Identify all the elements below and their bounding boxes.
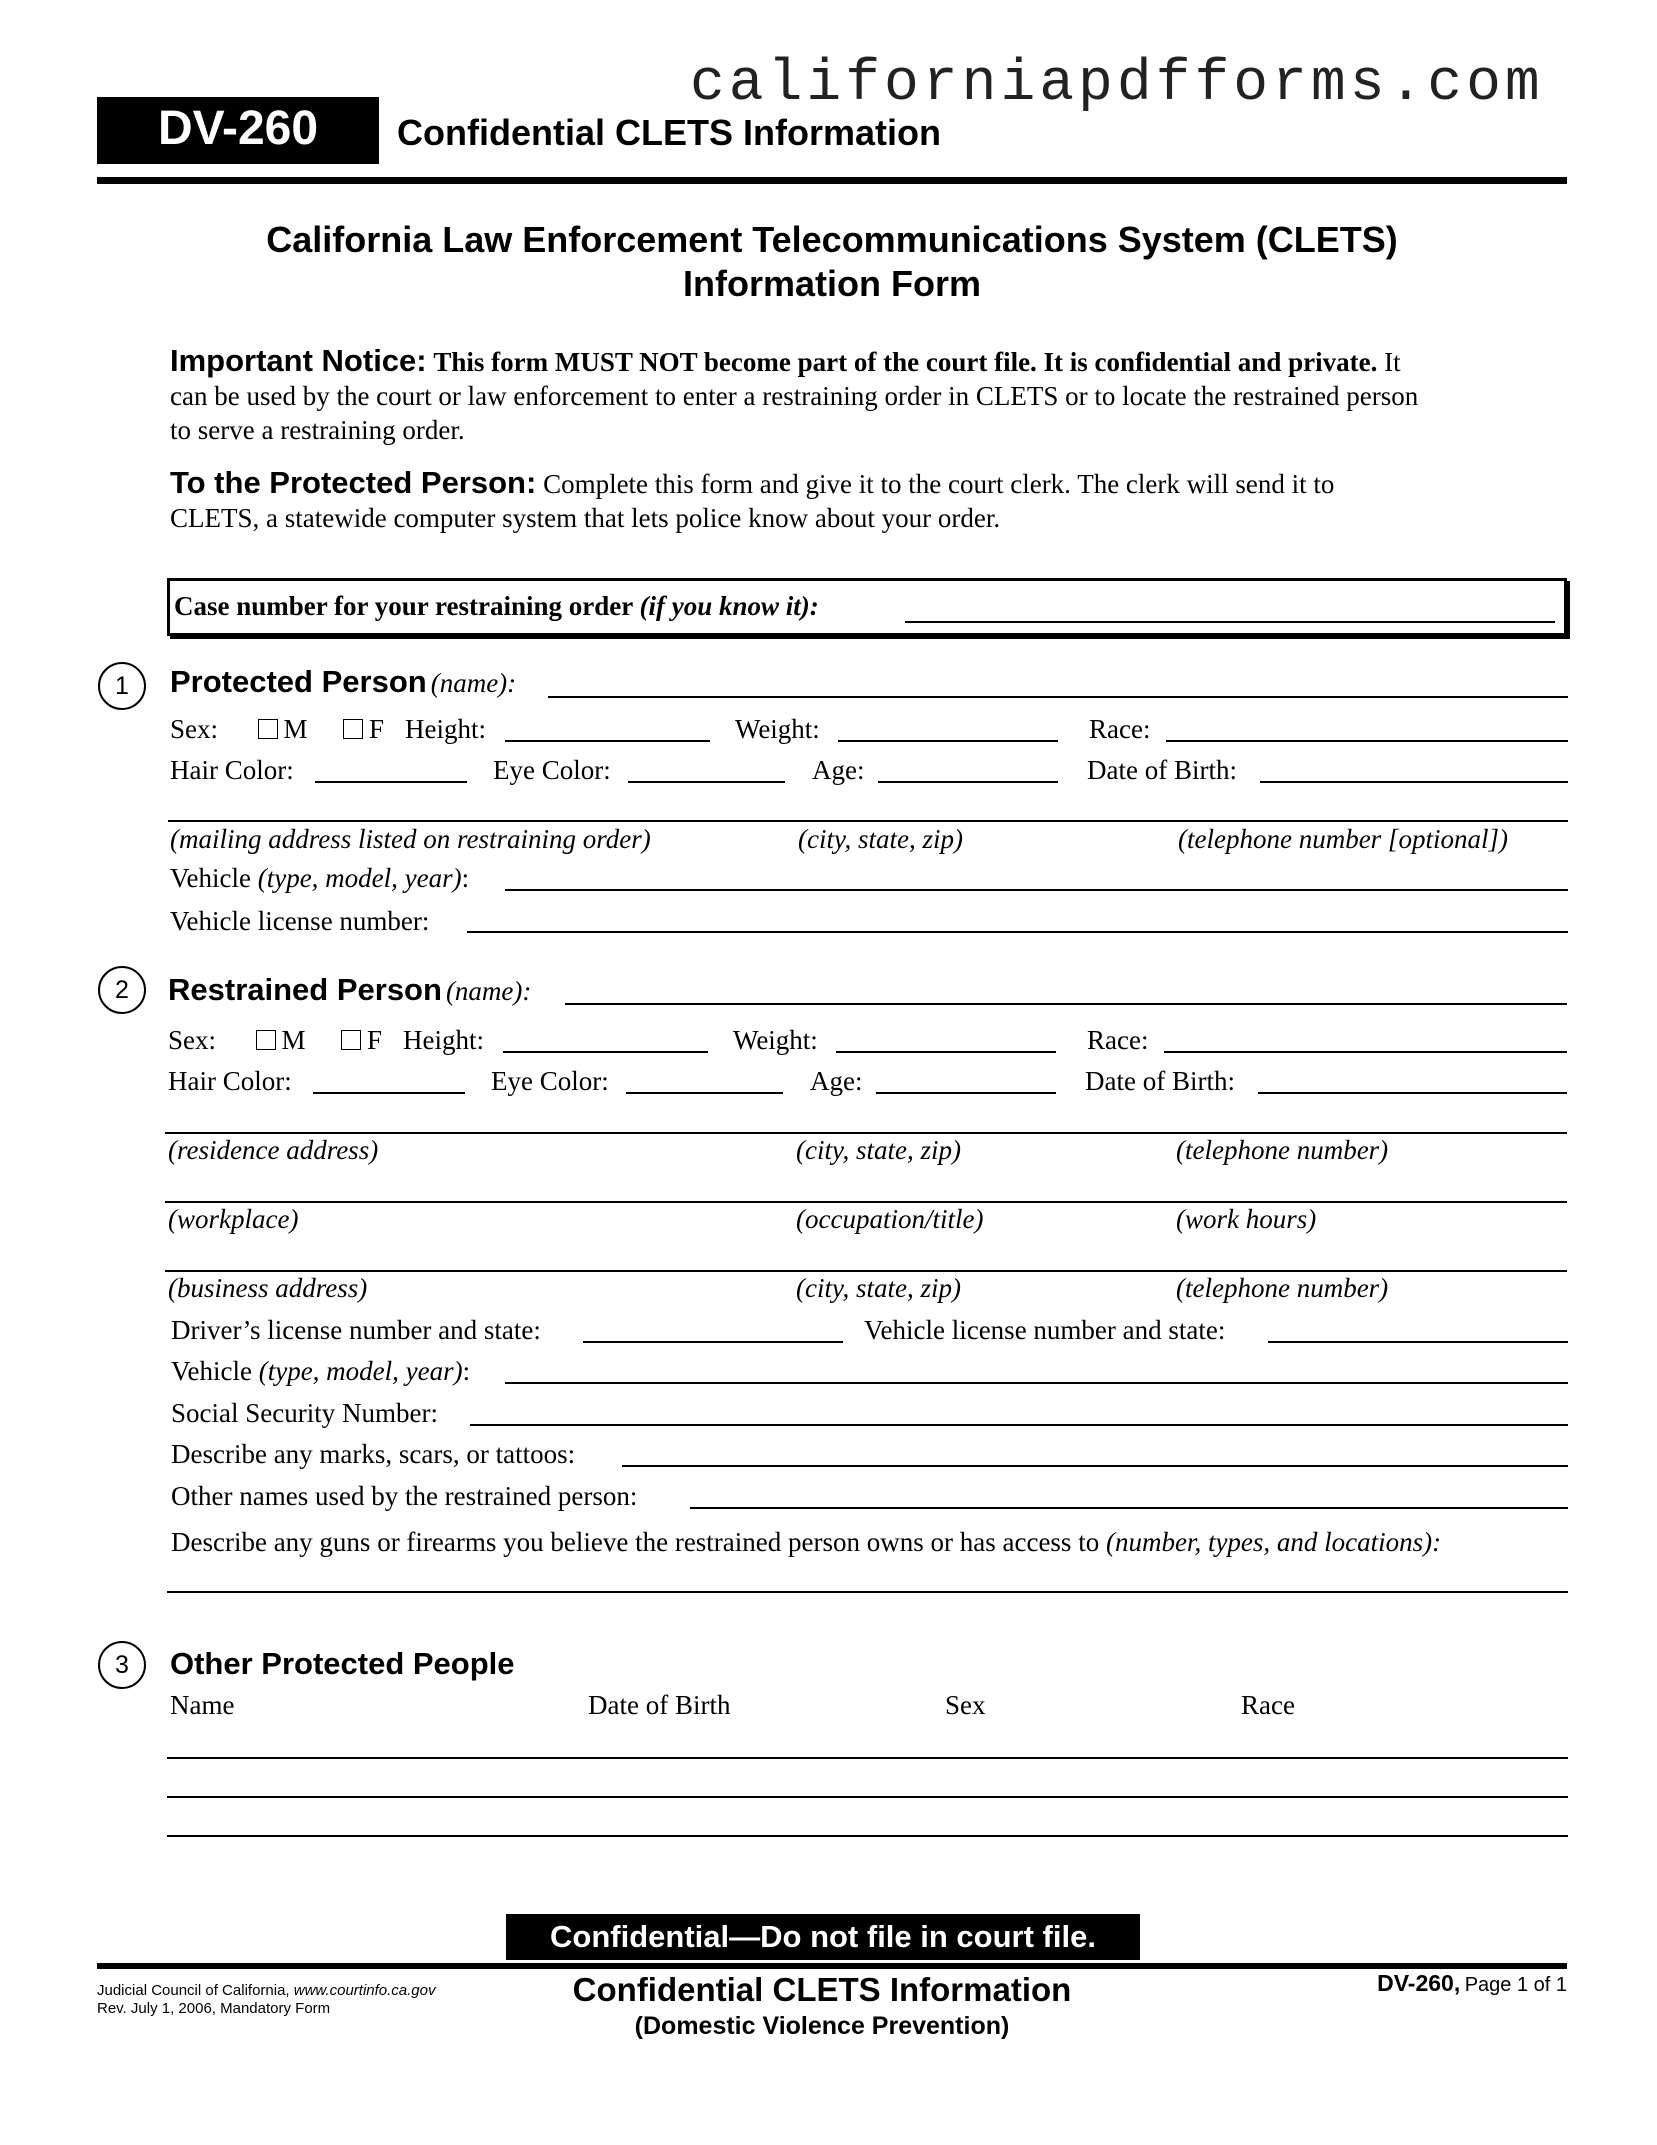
r-marks-label: Describe any marks, scars, or tattoos:	[171, 1439, 576, 1469]
p-license-field[interactable]	[467, 931, 1568, 933]
p-dob-field[interactable]	[1260, 781, 1568, 783]
p-race-field[interactable]	[1166, 740, 1568, 742]
case-number-box	[167, 578, 1567, 636]
footer-left	[97, 1982, 436, 2018]
r-city2-label: (city, state, zip)	[796, 1273, 961, 1303]
section-2-name-hint: (name):	[445, 976, 532, 1006]
col-sex: Sex	[945, 1690, 986, 1720]
p-license-label: Vehicle license number:	[170, 906, 430, 936]
main-title-line2: Information Form	[683, 263, 981, 304]
header-title: Confidential CLETS Information	[397, 112, 941, 153]
footer-center	[497, 1970, 1147, 2042]
p-female-checkbox[interactable]	[343, 719, 363, 739]
footer-right	[1200, 1970, 1567, 1997]
r-hair-label: Hair Color:	[168, 1066, 292, 1096]
r-business-label: (business address)	[168, 1273, 368, 1303]
r-other-names-field[interactable]	[690, 1507, 1568, 1509]
notice-line1-tail: It	[1384, 347, 1401, 377]
r-city1-label: (city, state, zip)	[796, 1135, 961, 1165]
p-height-field[interactable]	[505, 740, 710, 742]
case-number-label: Case number for your restraining order	[174, 591, 633, 621]
r-race-field[interactable]	[1164, 1051, 1567, 1053]
p-hair-label: Hair Color:	[170, 755, 294, 785]
restrained-name-field[interactable]	[565, 1003, 1567, 1005]
r-workplace-label: (workplace)	[168, 1204, 299, 1234]
watermark: californiapdfforms.com	[690, 52, 1544, 117]
p-sex-label: Sex:	[170, 714, 219, 744]
notice-heading: Important Notice:	[170, 343, 427, 378]
r-drivers-license-field[interactable]	[583, 1341, 843, 1343]
important-notice	[170, 344, 1570, 447]
protected-notice-line2: CLETS, a statewide computer system that lets police know about your order.	[170, 503, 1001, 533]
protected-notice-heading: To the Protected Person:	[170, 465, 537, 500]
other-person-row[interactable]	[167, 1757, 1568, 1759]
r-residence-field[interactable]	[165, 1132, 1567, 1134]
section-1-number: 1	[98, 662, 146, 710]
other-person-row[interactable]	[167, 1796, 1568, 1798]
p-vehicle-colon: :	[461, 863, 470, 893]
p-mailing-address-field[interactable]	[168, 820, 1568, 822]
r-vehicle-label: Vehicle	[171, 1356, 252, 1386]
footer-rule	[97, 1963, 1567, 1969]
r-weight-label: Weight:	[733, 1025, 818, 1055]
r-vehicle-license-field[interactable]	[1268, 1341, 1568, 1343]
r-guns-hint: (number, types, and locations):	[1105, 1527, 1442, 1557]
r-residence-label: (residence address)	[168, 1135, 379, 1165]
notice-line3: to serve a restraining order.	[170, 415, 465, 445]
r-vehicle-license-label: Vehicle license number and state:	[864, 1315, 1226, 1345]
r-marks-field[interactable]	[622, 1465, 1568, 1467]
p-city-label: (city, state, zip)	[798, 824, 963, 854]
col-name: Name	[170, 1690, 235, 1720]
r-male-checkbox[interactable]	[256, 1030, 276, 1050]
other-person-row[interactable]	[167, 1835, 1568, 1837]
p-male-checkbox[interactable]	[258, 719, 278, 739]
p-weight-field[interactable]	[838, 740, 1058, 742]
r-business-field[interactable]	[165, 1270, 1567, 1272]
footer-title: Confidential CLETS Information	[572, 1971, 1072, 2008]
notice-line2: can be used by the court or law enforcement to enter a restraining order in CLETS or to locate the restrained person	[170, 381, 1419, 411]
r-ssn-field[interactable]	[470, 1424, 1568, 1426]
main-title	[97, 218, 1567, 306]
r-phone1-label: (telephone number)	[1176, 1135, 1389, 1165]
r-sex-label: Sex:	[168, 1025, 217, 1055]
section-2-title: Restrained Person	[168, 972, 442, 1007]
footer-page: Page 1 of 1	[1464, 1974, 1567, 1996]
p-vehicle-hint: (type, model, year)	[257, 863, 462, 893]
r-age-label: Age:	[810, 1066, 863, 1096]
r-dob-field[interactable]	[1258, 1092, 1567, 1094]
p-mailing-address-label: (mailing address listed on restraining order)	[170, 824, 651, 854]
r-guns-label: Describe any guns or firearms you believe the restrained person owns or has access to	[171, 1527, 1100, 1557]
r-ssn-label: Social Security Number:	[171, 1398, 438, 1428]
form-id-badge	[97, 97, 379, 164]
notice-bold: This form MUST NOT become part of the court file. It is confidential and private.	[433, 347, 1378, 377]
r-vehicle-hint: (type, model, year)	[258, 1356, 463, 1386]
r-occupation-label: (occupation/title)	[796, 1204, 984, 1234]
p-weight-label: Weight:	[735, 714, 820, 744]
p-male-label: M	[283, 714, 308, 744]
footer-council: Judicial Council of California,	[97, 1982, 290, 1999]
footer-form-id: DV-260,	[1377, 1970, 1461, 1996]
r-dob-label: Date of Birth:	[1085, 1066, 1235, 1096]
r-hair-field[interactable]	[313, 1092, 465, 1094]
section-3-number: 3	[98, 1641, 146, 1689]
case-number-hint: (if you know it):	[639, 591, 819, 621]
r-phone2-label: (telephone number)	[1176, 1273, 1389, 1303]
header-rule	[97, 177, 1567, 184]
form-id: DV-260	[157, 102, 319, 155]
p-phone-label: (telephone number [optional])	[1178, 824, 1508, 854]
p-age-label: Age:	[812, 755, 865, 785]
r-other-names-label: Other names used by the restrained person:	[171, 1481, 638, 1511]
r-vehicle-colon: :	[462, 1356, 471, 1386]
r-guns-field[interactable]	[167, 1591, 1568, 1593]
p-eye-field[interactable]	[628, 781, 785, 783]
r-vehicle-field[interactable]	[505, 1382, 1568, 1384]
r-age-field[interactable]	[876, 1092, 1056, 1094]
r-female-label: F	[367, 1025, 383, 1055]
section-2-number: 2	[98, 966, 146, 1014]
col-dob: Date of Birth	[588, 1690, 731, 1720]
section-3-title: Other Protected People	[170, 1646, 515, 1681]
footer-rev: Rev. July 1, 2006, Mandatory Form	[97, 2000, 331, 2017]
p-vehicle-field[interactable]	[505, 889, 1568, 891]
p-female-label: F	[369, 714, 385, 744]
r-female-checkbox[interactable]	[341, 1030, 361, 1050]
r-workplace-field[interactable]	[165, 1201, 1567, 1203]
p-vehicle-label: Vehicle	[170, 863, 251, 893]
r-drivers-license-label: Driver’s license number and state:	[171, 1315, 541, 1345]
p-age-field[interactable]	[878, 781, 1058, 783]
case-number-field[interactable]	[905, 621, 1555, 623]
protected-name-field[interactable]	[548, 696, 1568, 698]
section-1-title: Protected Person	[170, 664, 427, 699]
footer-banner	[506, 1914, 1140, 1960]
r-race-label: Race:	[1087, 1025, 1149, 1055]
protected-person-notice	[170, 466, 1570, 535]
p-eye-label: Eye Color:	[493, 755, 611, 785]
p-height-label: Height:	[405, 714, 486, 744]
footer-banner-text: Confidential—Do not file in court file.	[550, 1919, 1096, 1954]
protected-notice-line1: Complete this form and give it to the court clerk. The clerk will send it to	[543, 469, 1335, 499]
r-eye-field[interactable]	[626, 1092, 783, 1094]
main-title-line1: California Law Enforcement Telecommunications System (CLETS)	[266, 219, 1398, 260]
footer-subtitle: (Domestic Violence Prevention)	[634, 2012, 1010, 2040]
r-weight-field[interactable]	[836, 1051, 1056, 1053]
footer-website[interactable]: www.courtinfo.ca.gov	[293, 1982, 436, 1999]
r-male-label: M	[281, 1025, 306, 1055]
r-hours-label: (work hours)	[1176, 1204, 1317, 1234]
p-hair-field[interactable]	[315, 781, 467, 783]
p-race-label: Race:	[1089, 714, 1151, 744]
col-race: Race	[1241, 1690, 1295, 1720]
section-1-name-hint: (name):	[430, 668, 517, 698]
r-height-field[interactable]	[503, 1051, 708, 1053]
r-eye-label: Eye Color:	[491, 1066, 609, 1096]
p-dob-label: Date of Birth:	[1087, 755, 1237, 785]
r-height-label: Height:	[403, 1025, 484, 1055]
